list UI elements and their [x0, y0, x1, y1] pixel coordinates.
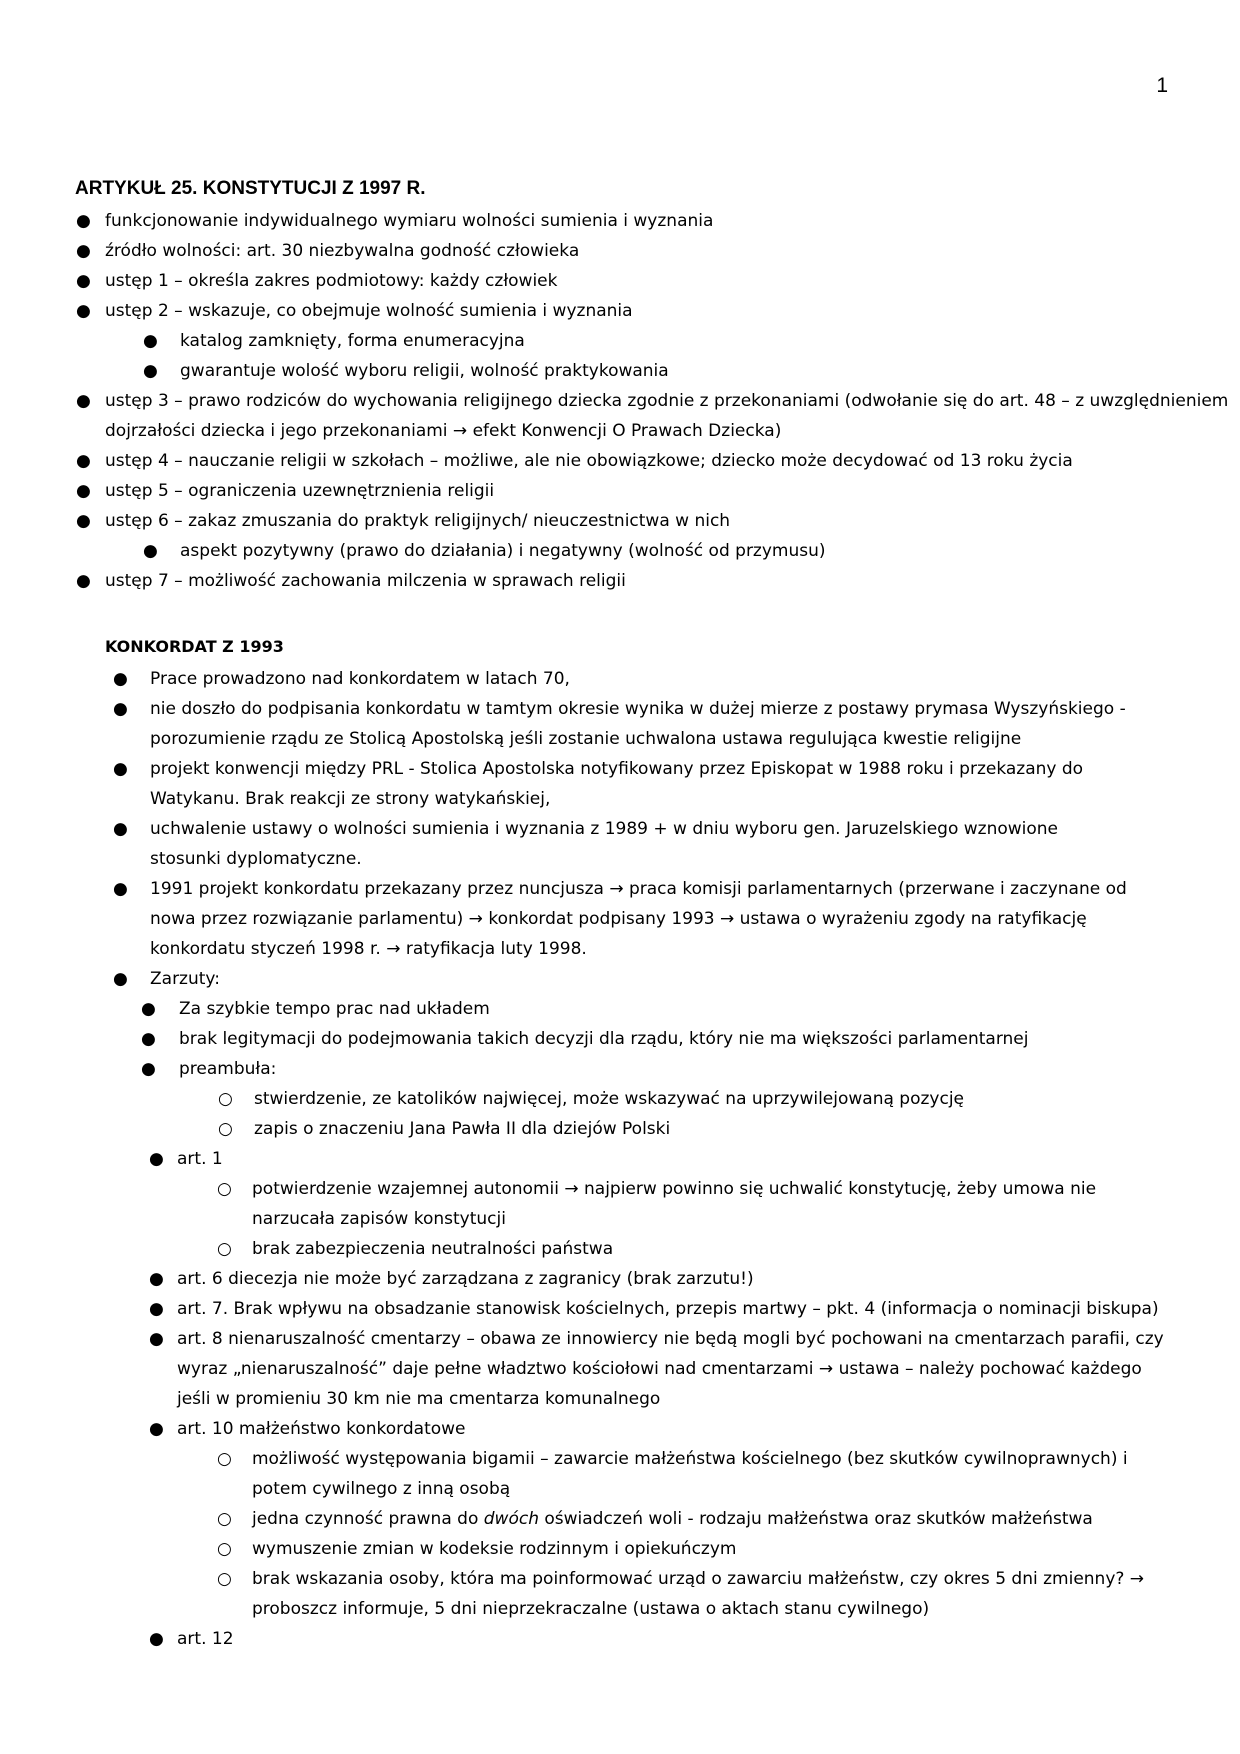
list-item	[0, 1114, 1154, 1144]
list-item-text: art. 10 małżeństwo konkordatowe	[177, 1419, 466, 1439]
hollow-bullet-icon: ○	[217, 1509, 232, 1529]
list-item-text: brak legitymacji do podejmowania takich decyzji dla rządu, który nie ma większości parlamentarnej	[179, 1029, 1029, 1049]
list-item-text: preambuła:	[179, 1059, 277, 1079]
filled-bullet-icon: ●	[76, 391, 91, 411]
list-item-text: projekt konwencji między PRL - Stolica Apostolska notyfikowany przez Episkopat w 1988 roku i przekazany do Watykanu. Brak reakcji ze strony watykańskiej,	[150, 759, 1084, 809]
list-item	[0, 694, 1130, 754]
list-item-text: ustęp 3 – prawo rodziców do wychowania religijnego dziecka zgodnie z przekonaniami (odwołanie się do art. 48 – z uwzględnieniem dojrzałości dziecka i jego przekonaniami → efekt Konwencji O Prawach Dziecka)	[105, 391, 1229, 441]
list-item	[0, 506, 1240, 536]
filled-bullet-icon: ●	[76, 301, 91, 321]
list-item	[0, 356, 1240, 386]
list-item-text: zapis o znaczeniu Jana Pawła II dla dziejów Polski	[254, 1119, 671, 1139]
list-item-text: art. 1	[177, 1149, 223, 1169]
list-item	[0, 386, 1240, 446]
filled-bullet-icon: ●	[141, 999, 156, 1019]
filled-bullet-icon: ●	[143, 331, 158, 351]
hollow-bullet-icon: ○	[217, 1539, 232, 1559]
list-item	[0, 1324, 1167, 1414]
list-item	[0, 1024, 1159, 1054]
filled-bullet-icon: ●	[113, 819, 128, 839]
list-item	[0, 1264, 1167, 1294]
hollow-bullet-icon: ○	[217, 1569, 232, 1589]
list-item-text: art. 7. Brak wpływu na obsadzanie stanowisk kościelnych, przepis martwy – pkt. 4 (informacja o nominacji biskupa)	[177, 1299, 1159, 1319]
list-item	[0, 1564, 1152, 1624]
list-item-text: katalog zamknięty, forma enumeracyjna	[180, 331, 525, 351]
filled-bullet-icon: ●	[76, 241, 91, 261]
list-item-text: ustęp 7 – możliwość zachowania milczenia w sprawach religii	[105, 571, 626, 591]
filled-bullet-icon: ●	[141, 1059, 156, 1079]
hollow-bullet-icon: ○	[217, 1449, 232, 1469]
section-heading-article25: ARTYKUŁ 25. KONSTYTUCJI Z 1997 R.	[75, 178, 426, 199]
filled-bullet-icon: ●	[149, 1299, 164, 1319]
filled-bullet-icon: ●	[76, 211, 91, 231]
filled-bullet-icon: ●	[141, 1029, 156, 1049]
hollow-bullet-icon: ○	[217, 1179, 232, 1199]
filled-bullet-icon: ●	[143, 361, 158, 381]
article25-bullet-list	[0, 206, 1240, 596]
filled-bullet-icon: ●	[149, 1149, 164, 1169]
list-item-text: art. 8 nienaruszalność cmentarzy – obawa ze innowiercy nie będą mogli być pochowani na cmentarzach parafii, czy wyraz „nienaruszalność” daje pełne władztwo kościołowi nad cmentarzami → ustawa – należy pochować każdego jeśli w promieniu 30 km nie ma cmentarza komunalnego	[177, 1329, 1164, 1409]
list-item-text-part: jedna czynność prawna do	[252, 1509, 484, 1529]
filled-bullet-icon: ●	[149, 1269, 164, 1289]
filled-bullet-icon: ●	[76, 511, 91, 531]
list-item	[0, 1534, 1152, 1564]
list-item	[0, 236, 1240, 266]
filled-bullet-icon: ●	[113, 879, 128, 899]
list-item	[0, 754, 1130, 814]
hollow-bullet-icon: ○	[217, 1239, 232, 1259]
list-item	[0, 664, 1130, 694]
list-item	[0, 964, 1130, 994]
list-item-text: brak wskazania osoby, która ma poinformować urząd o zawarciu małżeństw, czy okres 5 dni zmienny? → proboszcz informuje, 5 dni nieprzekraczalne (ustawa o aktach stanu cywilnego)	[252, 1569, 1145, 1619]
list-item-text: Za szybkie tempo prac nad układem	[179, 999, 490, 1019]
filled-bullet-icon: ●	[113, 759, 128, 779]
list-item	[0, 1414, 1167, 1444]
hollow-bullet-icon: ○	[218, 1089, 233, 1109]
page-number: 1	[1156, 74, 1168, 97]
list-item	[0, 446, 1240, 476]
filled-bullet-icon: ●	[113, 969, 128, 989]
konkordat-bullet-list	[0, 664, 1240, 1654]
list-item-text: wymuszenie zmian w kodeksie rodzinnym i opiekuńczym	[252, 1539, 737, 1559]
list-item-text: ustęp 1 – określa zakres podmiotowy: każdy człowiek	[105, 271, 558, 291]
list-item	[0, 814, 1130, 874]
list-item-text: Zarzuty:	[150, 969, 220, 989]
list-item	[0, 1444, 1152, 1504]
list-item-text: stwierdzenie, ze katolików najwięcej, może wskazywać na uprzywilejowaną pozycję	[254, 1089, 964, 1109]
list-item	[0, 994, 1159, 1024]
list-item	[0, 1504, 1152, 1534]
list-item	[0, 536, 1240, 566]
filled-bullet-icon: ●	[76, 571, 91, 591]
filled-bullet-icon: ●	[76, 451, 91, 471]
list-item-text-emphasis: dwóch	[483, 1509, 539, 1529]
filled-bullet-icon: ●	[149, 1629, 164, 1649]
list-item	[0, 266, 1240, 296]
filled-bullet-icon: ●	[76, 271, 91, 291]
list-item-text: możliwość występowania bigamii – zawarcie małżeństwa kościelnego (bez skutków cywilnoprawnych) i potem cywilnego z inną osobą	[252, 1449, 1128, 1499]
list-item	[0, 326, 1240, 356]
filled-bullet-icon: ●	[143, 541, 158, 561]
list-item-text: art. 6 diecezja nie może być zarządzana z zagranicy (brak zarzutu!)	[177, 1269, 754, 1289]
filled-bullet-icon: ●	[149, 1419, 164, 1439]
list-item-text: gwarantuje wolość wyboru religii, wolność praktykowania	[180, 361, 669, 381]
list-item-text	[252, 1509, 1093, 1529]
list-item-text: potwierdzenie wzajemnej autonomii → najpierw powinno się uchwalić konstytucję, żeby umowa nie narzucała zapisów konstytucji	[252, 1179, 1097, 1229]
list-item-text: uchwalenie ustawy o wolności sumienia i wyznania z 1989 + w dniu wyboru gen. Jaruzelskiego wznowione stosunki dyplomatyczne.	[150, 819, 1059, 869]
hollow-bullet-icon: ○	[218, 1119, 233, 1139]
list-item	[0, 1174, 1152, 1234]
list-item	[0, 206, 1240, 236]
filled-bullet-icon: ●	[113, 669, 128, 689]
list-item-text: ustęp 4 – nauczanie religii w szkołach – możliwe, ale nie obowiązkowe; dziecko może decydować od 13 roku życia	[105, 451, 1073, 471]
list-item-text: aspekt pozytywny (prawo do działania) i negatywny (wolność od przymusu)	[180, 541, 826, 561]
list-item-text: ustęp 2 – wskazuje, co obejmuje wolność sumienia i wyznania	[105, 301, 633, 321]
list-item	[0, 1054, 1159, 1084]
list-item-text: nie doszło do podpisania konkordatu w tamtym okresie wynika w dużej mierze z postawy prymasa Wyszyńskiego - porozumienie rządu ze Stolicą Apostolską jeśli zostanie uchwalona ustawa regulująca kwestie religijne	[150, 699, 1126, 749]
list-item-text: 1991 projekt konkordatu przekazany przez nuncjusza → praca komisji parlamentarnych (przerwane i zaczynane od nowa przez rozwiązanie parlamentu) → konkordat podpisany 1993 → ustawa o wyrażeniu zgody na ratyfikację konkordatu styczeń 1998 r. → ratyfikacja luty 1998.	[150, 879, 1127, 959]
list-item	[0, 1294, 1167, 1324]
list-item-text: brak zabezpieczenia neutralności państwa	[252, 1239, 614, 1259]
list-item-text: funkcjonowanie indywidualnego wymiaru wolności sumienia i wyznania	[105, 211, 714, 231]
filled-bullet-icon: ●	[149, 1329, 164, 1349]
list-item	[0, 874, 1130, 964]
list-item-text: ustęp 5 – ograniczenia uzewnętrznienia religii	[105, 481, 495, 501]
section-heading-konkordat: KONKORDAT Z 1993	[105, 637, 284, 656]
list-item	[0, 296, 1240, 326]
filled-bullet-icon: ●	[76, 481, 91, 501]
list-item-text: źródło wolności: art. 30 niezbywalna godność człowieka	[105, 241, 580, 261]
list-item	[0, 566, 1240, 596]
list-item-text: Prace prowadzono nad konkordatem w latach 70,	[150, 669, 570, 689]
list-item	[0, 1234, 1152, 1264]
list-item	[0, 1144, 1167, 1174]
list-item	[0, 476, 1240, 506]
list-item	[0, 1084, 1154, 1114]
list-item-text: ustęp 6 – zakaz zmuszania do praktyk religijnych/ nieuczestnictwa w nich	[105, 511, 731, 531]
list-item	[0, 1624, 1167, 1654]
filled-bullet-icon: ●	[113, 699, 128, 719]
list-item-text-part: oświadczeń woli - rodzaju małżeństwa oraz skutków małżeństwa	[538, 1509, 1093, 1529]
list-item-text: art. 12	[177, 1629, 234, 1649]
